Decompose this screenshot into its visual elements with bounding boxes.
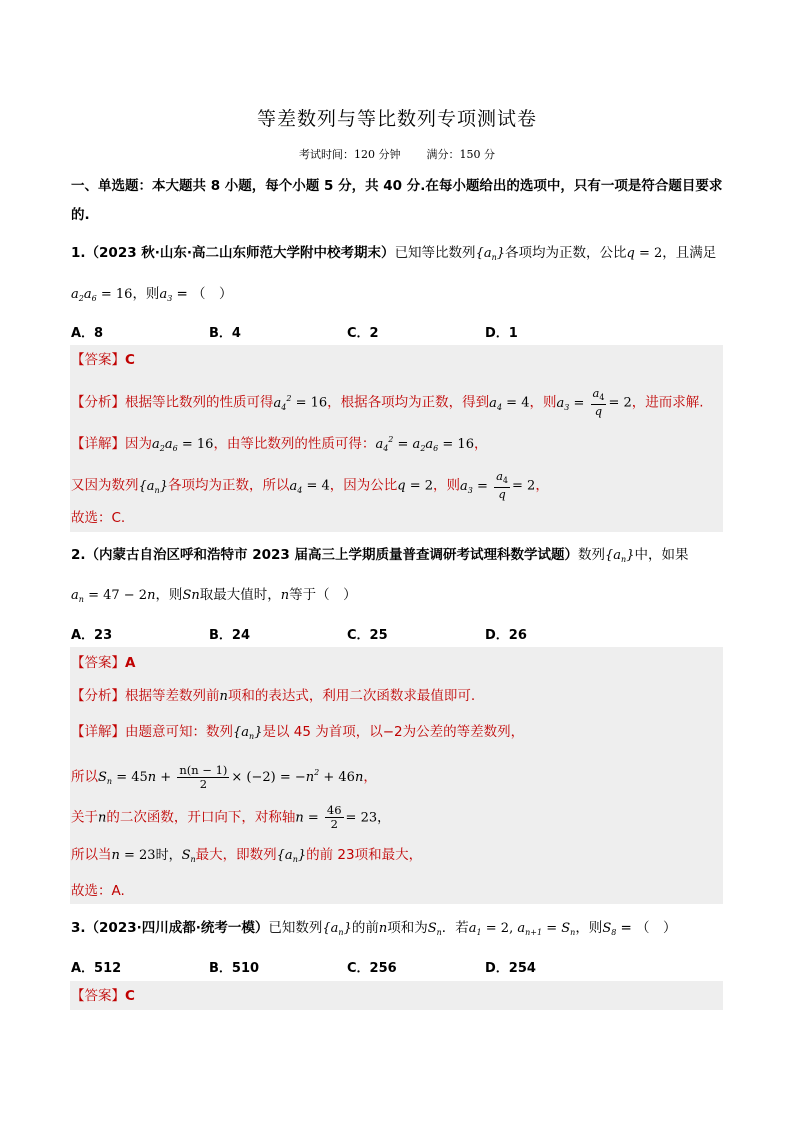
q2-source: （内蒙古自治区呼和浩特市 2023 届高三上学期质量普查调研考试理科数学试题） <box>85 547 579 563</box>
q1-detail-line1: 【详解】因为$a_2a_6 = 16$，由等比数列的性质可得：$a_4^2 = a_2a_6 = 16$， <box>71 435 488 453</box>
q2-detail-line1: 【详解】由题意可知：数列$\{a_n\}$是以 45 为首项，以−2为公差的等差数列， <box>71 724 525 741</box>
q2-stem-line1: 2.（内蒙古自治区呼和浩特市 2023 届高三上学期质量普查调研考试理科数学试题）数列$\{a_n\}$中，如果 <box>71 547 689 564</box>
q2-choose: 故选：A. <box>71 883 125 899</box>
exam-score: 满分：150 分 <box>426 148 495 161</box>
section-heading-line2: 的. <box>71 207 90 223</box>
q2-detail-line2: 所以$S_n = 45n$ + $\frac{n(n - 1)}{2}$ × $(-2) = -n^2 + 46n$， <box>71 762 377 791</box>
q1-option-c[interactable]: C．2 <box>347 326 379 341</box>
q2-option-c[interactable]: C．25 <box>347 628 388 643</box>
q2-stem-line2: $a_n = 47 - 2n$，则Sn取最大值时，n等于（ ） <box>71 587 357 604</box>
q3-option-c[interactable]: C．256 <box>347 961 397 976</box>
q1-stem-line2: $a_2a_6 = 16$，则$a_3$ = （ ） <box>71 286 233 303</box>
q3-stem: 3.（2023·四川成都·统考一模）已知数列$\{a_n\}$的前n项和为$S_n$．若$a_1 = 2$, $a_{n+1} = S_n$，则$S_8$ = （ ） <box>71 920 677 937</box>
q1-analysis: 【分析】根据等比数列的性质可得$a_4^2 = 16$，根据各项均为正数，得到$a_4 = 4$，则$a_3$ = $\frac{a_4}{q}$ = 2，进而求解. <box>71 386 704 418</box>
q2-detail-line3: 关于n的二次函数，开口向下，对称轴n = $\frac{46}{2}$ = 23， <box>71 803 391 831</box>
q1-source: （2023 秋·山东·高二山东师范大学附中校考期末） <box>85 245 395 261</box>
section-heading-line1: 一、单选题：本大题共 8 小题，每个小题 5 分，共 40 分.在每小题给出的选项中，只有一项是符合题目要求 <box>71 178 723 194</box>
q3-solution-panel <box>70 981 723 1010</box>
q1-stem-line1: 1.（2023 秋·山东·高二山东师范大学附中校考期末）已知等比数列$\{a_n\}$各项均为正数，公比q = 2，且满足 <box>71 245 717 262</box>
q3-option-a[interactable]: A．512 <box>71 961 122 976</box>
q1-option-b[interactable]: B．4 <box>209 326 241 341</box>
q3-answer: 【答案】C <box>71 988 135 1004</box>
q2-answer: 【答案】A <box>71 655 136 671</box>
q2-option-a[interactable]: A．23 <box>71 628 113 643</box>
q1-option-a[interactable]: A．8 <box>71 326 104 341</box>
exam-meta <box>0 146 794 162</box>
page-title: 等差数列与等比数列专项测试卷 <box>256 108 537 130</box>
q1-choose: 故选：C. <box>71 510 126 526</box>
q1-answer: 【答案】C <box>71 352 135 368</box>
q3-option-b[interactable]: B．510 <box>209 961 260 976</box>
q3-source: （2023·四川成都·统考一模） <box>85 920 269 936</box>
q3-option-d[interactable]: D．254 <box>485 961 536 976</box>
q2-option-b[interactable]: B．24 <box>209 628 250 643</box>
q1-option-d[interactable]: D．1 <box>485 326 518 341</box>
q2-analysis: 【分析】根据等差数列前n项和的表达式，利用二次函数求最值即可. <box>71 688 476 704</box>
exam-time: 考试时间：120 分钟 <box>299 148 401 161</box>
q2-option-d[interactable]: D．26 <box>485 628 527 643</box>
q1-detail-line2: 又因为数列$\{a_n\}$各项均为正数，所以$a_4 = 4$，因为公比q = 2，则$a_3$ = $\frac{a_4}{q}$ = 2， <box>71 469 549 501</box>
q2-detail-line4: 所以当n = 23时，$S_n$最大，即数列$\{a_n\}$的前 23项和最大， <box>71 847 423 864</box>
